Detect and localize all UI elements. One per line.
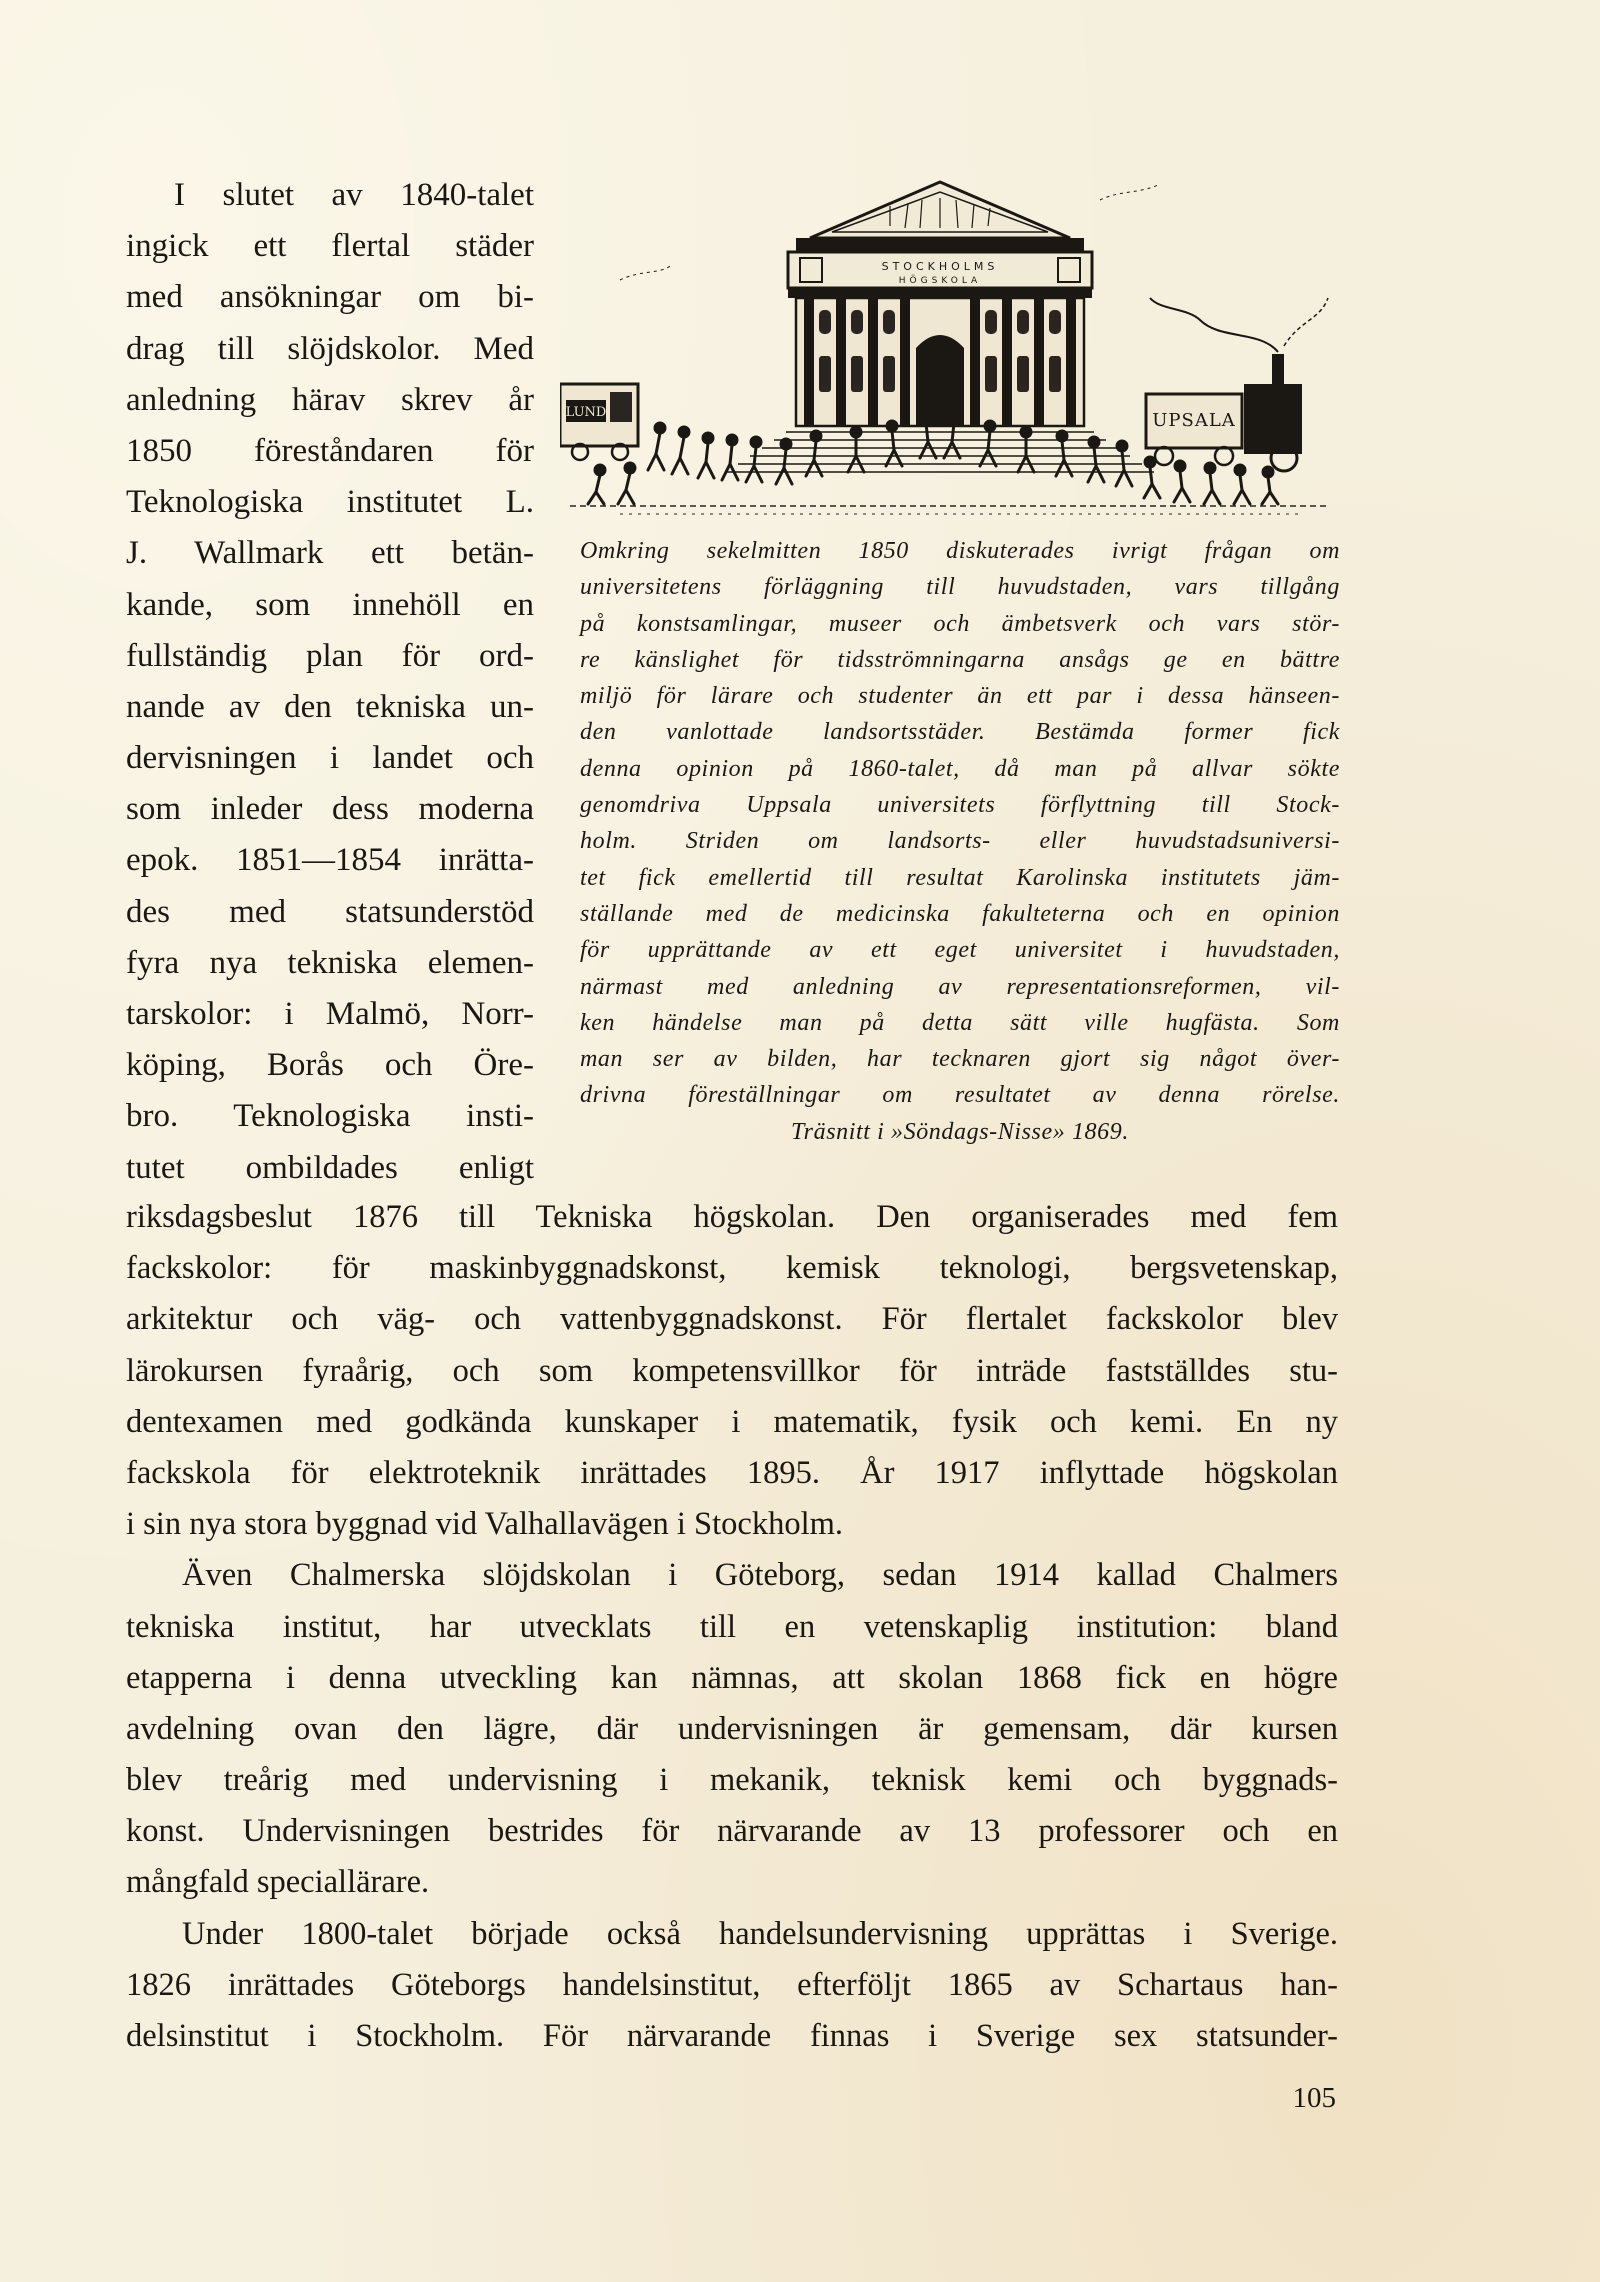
caption-line: närmast med anledning av representationsreformen, vil- [580,973,1340,1000]
left-column-line: anledning härav skrev år [126,381,534,418]
body-line: lärokursen fyraårig, och som kompetensvillkor för inträde fastställdes stu- [126,1352,1338,1389]
left-column-line: drag till slöjdskolor. Med [126,330,534,367]
left-column-line: fyra nya tekniska elemen- [126,944,534,981]
body-line: Under 1800-talet började också handelsundervisning upprättas i Sverige. [182,1915,1338,1952]
left-column-line: epok. 1851—1854 inrätta- [126,842,534,879]
left-column-line: Teknologiska institutet L. [126,484,534,521]
caption-line: drivna föreställningar om resultatet av denna rörelse. [580,1082,1340,1109]
caption-line: miljö för lärare och studenter än ett par i dessa hänseen- [580,683,1340,710]
body-line: delsinstitut i Stockholm. För närvarande finnas i Sverige sex statsunder- [126,2018,1338,2054]
body-line: blev treårig med undervisning i mekanik, teknisk kemi och byggnads- [126,1762,1338,1799]
caption-line: denna opinion på 1860-talet, då man på allvar sökte [580,755,1340,782]
body-line: riksdagsbeslut 1876 till Tekniska högskolan. Den organiserades med fem [126,1199,1338,1235]
body-line: Även Chalmerska slöjdskolan i Göteborg, sedan 1914 kallad Chalmers [182,1557,1338,1594]
body-line: mångfald speciallärare. [126,1864,430,1901]
caption-line: tet fick emellertid till resultat Karolinska institutets jäm- [580,864,1340,891]
left-column-line: tutet ombildades enligt [126,1149,534,1186]
body-line: 1826 inrättades Göteborgs handelsinstitut, efterföljt 1865 av Schartaus han- [126,1966,1338,2003]
woodcut-illustration [560,170,1340,520]
left-column-line: kande, som innehöll en [126,586,534,623]
caption-line: universitetens förläggning till huvudstaden, vars tillgång [580,574,1340,601]
caption-line: holm. Striden om landsorts- eller huvudstadsuniversi- [580,828,1340,855]
body-line: dentexamen med godkända kunskaper i matematik, fysik och kemi. En ny [126,1403,1338,1440]
left-column-line: dervisningen i landet och [126,740,534,777]
left-column-line: des med statsunderstöd [126,893,534,930]
body-line: konst. Undervisningen bestrides för närvarande av 13 professorer och en [126,1813,1338,1850]
caption-line: Omkring sekelmitten 1850 diskuterades ivrigt frågan om [580,538,1340,564]
left-column-line: 1850 föreståndaren för [126,432,534,469]
caption-line: på konstsamlingar, museer och ämbetsverk och vars stör- [580,610,1340,637]
body-line: tekniska institut, har utvecklats till en vetenskaplig institution: bland [126,1608,1338,1645]
body-line: etapperna i denna utveckling kan nämnas, att skolan 1868 fick en högre [126,1659,1338,1696]
left-column-line: I slutet av 1840-talet [174,177,534,213]
left-column-line: tarskolor: i Malmö, Norr- [126,996,534,1032]
body-line: fackskola för elektroteknik inrättades 1895. År 1917 inflyttade högskolan [126,1454,1338,1491]
caption-line: för upprättande av ett eget universitet i huvudstaden, [580,937,1340,964]
caption-credit: Träsnitt i »Söndags-Nisse» 1869. [791,1118,1129,1145]
left-column-line: köping, Borås och Öre- [126,1047,534,1084]
right-wagon-sign: UPSALA [1152,410,1236,431]
left-column-line: J. Wallmark ett betän- [126,535,534,572]
left-column-line: ingick ett flertal städer [126,228,534,265]
page-number: 105 [1292,2082,1336,2114]
caption-line: man ser av bilden, har tecknaren gjort sig något över- [580,1046,1340,1073]
body-line: fackskolor: för maskinbyggnadskonst, kemisk teknologi, bergsvetenskap, [126,1250,1338,1287]
body-line: i sin nya stora byggnad vid Valhallavägen i Stockholm. [126,1506,843,1543]
body-line: arkitektur och väg- och vattenbyggnadskonst. För flertalet fackskolor blev [126,1301,1338,1338]
figure-caption [580,533,1340,1150]
body-line: avdelning ovan den lägre, där undervisningen är gemensam, där kursen [126,1710,1338,1747]
left-column-line: som inleder dess moderna [126,791,534,828]
building-sign-line-2: HÖGSKOLA [898,276,982,286]
building-sign-line-1: STOCKHOLMS [881,260,999,273]
left-column-line: nande av den tekniska un- [126,688,534,725]
left-column-line: bro. Teknologiska insti- [126,1098,534,1135]
caption-line: ken händelse man på detta sätt ville hugfästa. Som [580,1009,1340,1036]
caption-line: re känslighet för tidsströmningarna ansågs ge en bättre [580,646,1340,673]
left-column-line: fullständig plan för ord- [126,637,534,674]
body-text [126,1192,1338,2062]
caption-line: den vanlottade landsortsstäder. Bestämda former fick [580,719,1340,746]
left-column-line: med ansökningar om bi- [126,279,534,316]
caption-line: genomdriva Uppsala universitets förflyttning till Stock- [580,792,1340,819]
caption-line: ställande med de medicinska fakulteterna och en opinion [580,900,1340,927]
left-wagon-sign: LUND [565,405,607,420]
left-column-text [126,170,534,1194]
